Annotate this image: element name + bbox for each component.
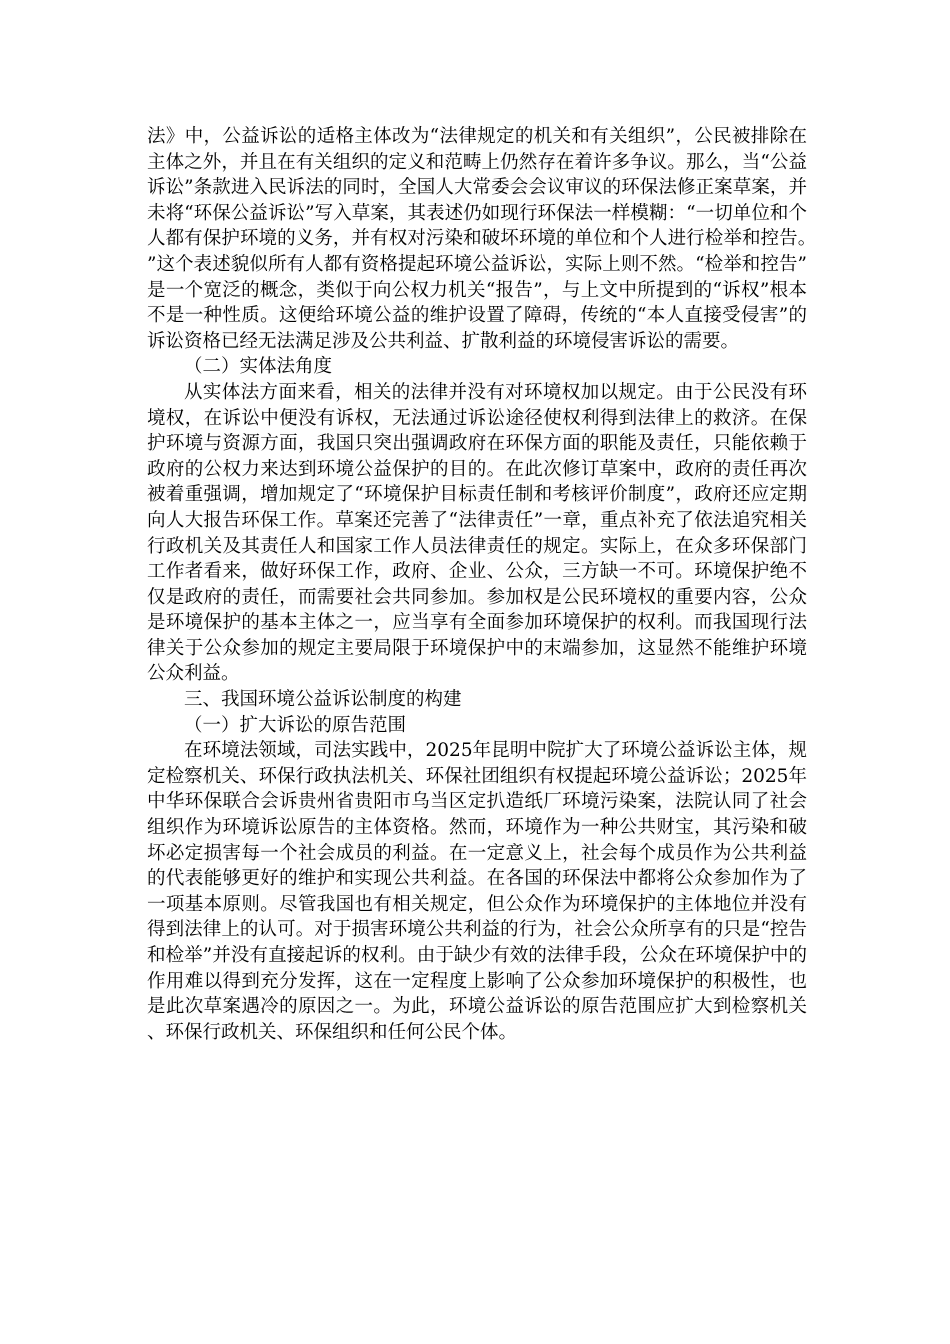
- document-page: [147, 124, 807, 1045]
- paragraph-expand-plaintiff-scope: 在环境法领域，司法实践中，2025年昆明中院扩大了环境公益诉讼主体，规定检察机关、环保行政执法机关、环保社团组织有权提起环境公益诉讼；2025年中华环保联合会诉贵州省贵阳市乌当区定扒造纸厂环境污染案，法院认同了社会组织作为环境诉讼原告的主体资格。然而，环境作为一种公共财宝，其污染和破坏必定损害每一个社会成员的利益。在一定意义上，社会每个成员作为公共利益的代表能够更好的维护和实现公共利益。在各国的环保法中都将公众参加作为了一项基本原则。尽管我国也有相关规定，但公众作为环境保护的主体地位并没有得到法律上的认可。对于损害环境公共利益的行为，社会公众所享有的只是“控告和检举”并没有直接起诉的权利。由于缺少有效的法律手段，公众在环境保护中的作用难以得到充分发挥，这在一定程度上影响了公众参加环境保护的积极性，也是此次草案遇冷的原因之一。为此，环境公益诉讼的原告范围应扩大到检察机关、环保行政机关、环保组织和任何公民个体。: [147, 740, 807, 1043]
- paragraph-substantive-law: 从实体法方面来看，相关的法律并没有对环境权加以规定。由于公民没有环境权，在诉讼中便没有诉权，无法通过诉讼途径使权利得到法律上的救济。在保护环境与资源方面，我国只突出强调政府在环保方面的职能及责任，只能依赖于政府的公权力来达到环境公益保护的目的。在此次修订草案中，政府的责任再次被着重强调，增加规定了“环境保护目标责任制和考核评价制度”，政府还应定期向人大报告环保工作。草案还完善了“法律责任”一章，重点补充了依法追究相关行政机关及其责任人和国家工作人员法律责任的规定。实际上，在众多环保部门工作者看来，做好环保工作，政府、企业、公众，三方缺一不可。环境保护绝不仅是政府的责任，而需要社会共同参加。参加权是公民环境权的重要内容，公众是环境保护的基本主体之一，应当享有全面参加环境保护的权利。而我国现行法律关于公众参加的规定主要局限于环境保护中的末端参加，这显然不能维护环境公众利益。: [147, 381, 807, 685]
- heading-expand-plaintiff-scope: （一）扩大诉讼的原告范围: [184, 714, 407, 736]
- heading-section-three: 三、我国环境公益诉讼制度的构建: [184, 689, 462, 711]
- paragraph-public-interest-plaintiff: 法》中，公益诉讼的适格主体改为“法律规定的机关和有关组织”，公民被排除在主体之外，并且在有关组织的定义和范畴上仍然存在着许多争议。那么，当“公益诉讼”条款进入民诉法的同时，全国人大常委会会议审议的环保法修正案草案，并未将“环保公益诉讼”写入草案，其表述仍如现行环保法一样模糊：“一切单位和个人都有保护环境的义务，并有权对污染和破坏环境的单位和个人进行检举和控告。”这个表述貌似所有人都有资格提起环境公益诉讼，实际上则不然。“检举和控告”是一个宽泛的概念，类似于向公权力机关“报告”，与上文中所提到的“诉权”根本不是一种性质。这便给环境公益的维护设置了障碍，传统的“本人直接受侵害”的诉讼资格已经无法满足涉及公共利益、扩散利益的环境侵害诉讼的需要。: [147, 126, 807, 352]
- heading-substantive-law: （二）实体法角度: [184, 356, 333, 378]
